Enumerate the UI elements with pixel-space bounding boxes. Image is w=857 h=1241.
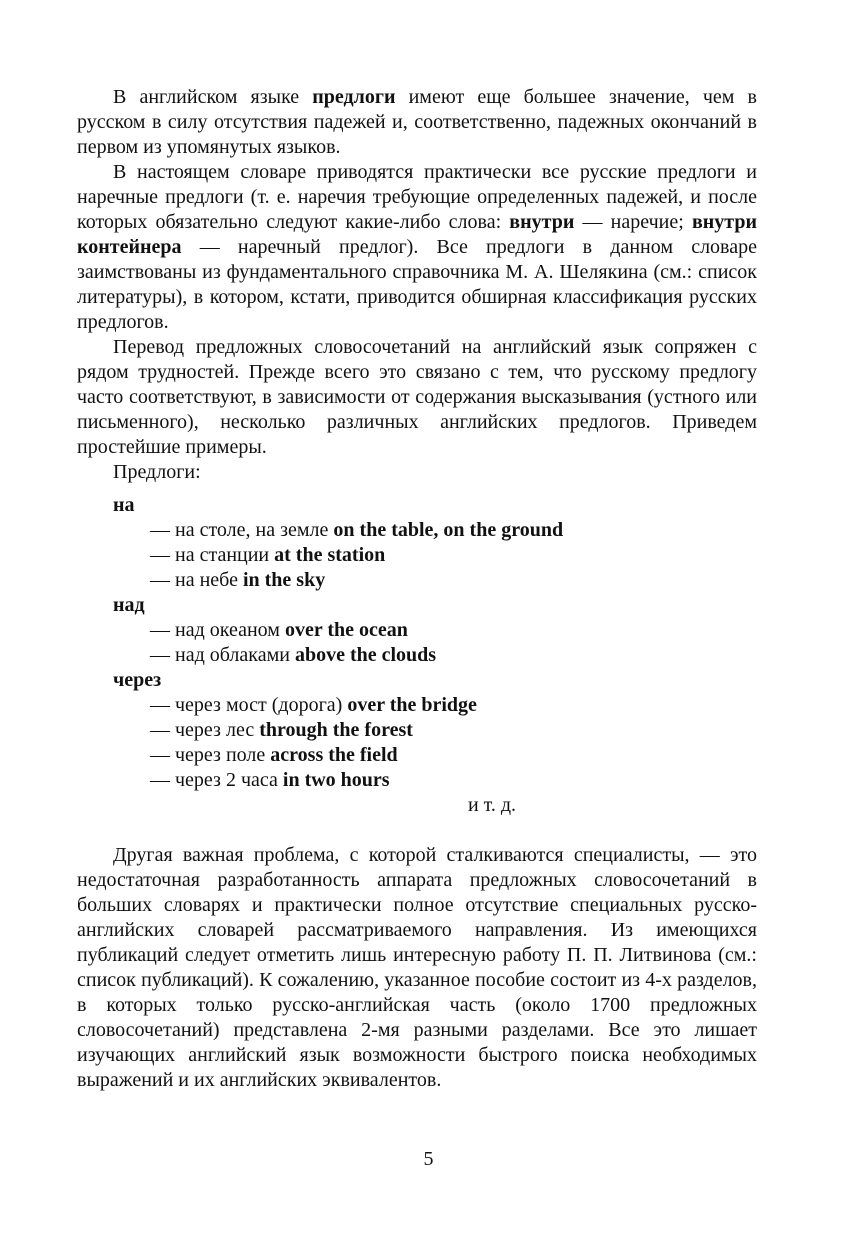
example-en: in two hours (282, 769, 390, 791)
page-body (77, 85, 757, 1093)
example-ru: — на небе (150, 569, 243, 591)
example-en: over the ocean (284, 619, 408, 641)
example-en: on the table, on the ground (333, 519, 564, 541)
example-en: over the bridge (347, 694, 477, 716)
example-ru: — через мост (дорога) (150, 694, 348, 716)
example-line (77, 543, 757, 568)
examples-heading: Предлоги: (113, 461, 201, 483)
paragraph-1-bold-term: предлоги (312, 86, 396, 108)
example-line (77, 643, 757, 668)
paragraph-3: Перевод предложных словосочетаний на английский язык сопряжен с рядом трудностей. Прежде всего это связано с тем, что русскому предлогу часто соответствуют, в зависимости от содержания высказывания (устного или письменного), несколько различных английских предлогов. Приведем простейшие примеры. (77, 336, 757, 458)
paragraph-2-text-a: В настоящем словаре приводятся практически все русские предлоги и наречные предлоги (т. е. наречия требующие определенных падежей, и после которых обязательно следуют какие-либо слова: (77, 161, 757, 233)
example-en: above the clouds (294, 644, 437, 666)
etc-marker: и т. д. (467, 794, 517, 816)
example-ru: — на столе, на земле (150, 519, 334, 541)
paragraph-1-text-a: В английском языке (113, 86, 313, 108)
paragraph-2-text-b: — наречие; (574, 211, 692, 233)
spacer (77, 818, 757, 843)
example-ru: — над облаками (150, 644, 295, 666)
paragraph-1 (77, 85, 757, 160)
example-en: at the station (274, 544, 386, 566)
paragraph-2-bold-term-2: внутри контейнера (77, 211, 757, 258)
example-en: across the field (270, 744, 398, 766)
paragraph-4: Другая важная проблема, с которой сталкиваются специалисты, — это недостаточная разработанность аппарата предложных словосочетаний в больших словарях и практически полное отсутствие специальных русско-английских словарей рассматриваемого направления. Из имеющихся публикаций следует отметить лишь интересную работу П. П. Литвинова (см.: список публикаций). К сожалению, указанное пособие состоит из 4-х разделов, в которых только русско-английская часть (около 1700 предложных словосочетаний) представлена 2-мя разными разделами. Все это лишает изучающих английский язык возможности быстрого поиска необходимых выражений и их английских эквивалентов. (77, 844, 757, 1091)
example-ru: — через поле (150, 744, 271, 766)
paragraph-2-bold-term-1: внутри (509, 211, 575, 233)
page-number: 5 (423, 1148, 434, 1170)
example-line (77, 693, 757, 718)
example-line (77, 618, 757, 643)
paragraph-1-text-b: имеют еще большее значение, чем в русском в силу отсутствия падежей и, соответственно, падежных окончаний в первом из упомянутых языков. (77, 86, 757, 158)
preposition-nad: над (113, 594, 145, 616)
preposition-na: на (113, 494, 135, 516)
preposition-cherez: через (113, 669, 162, 691)
example-line (77, 768, 757, 793)
example-ru: — на станции (150, 544, 275, 566)
example-en: in the sky (242, 569, 326, 591)
example-ru: — через 2 часа (150, 769, 283, 791)
example-line (77, 743, 757, 768)
paragraph-2 (77, 160, 757, 335)
example-line (77, 718, 757, 743)
example-line (77, 568, 757, 593)
example-line (77, 518, 757, 543)
example-ru: — через лес (150, 719, 260, 741)
example-ru: — над океаном (150, 619, 285, 641)
example-en: through the forest (259, 719, 413, 741)
paragraph-2-text-c: — наречный предлог). Все предлоги в данном словаре заимствованы из фундаментального справочника М. А. Шелякина (см.: список литературы), в котором, кстати, приводится обширная классификация русских предлогов. (77, 236, 757, 333)
